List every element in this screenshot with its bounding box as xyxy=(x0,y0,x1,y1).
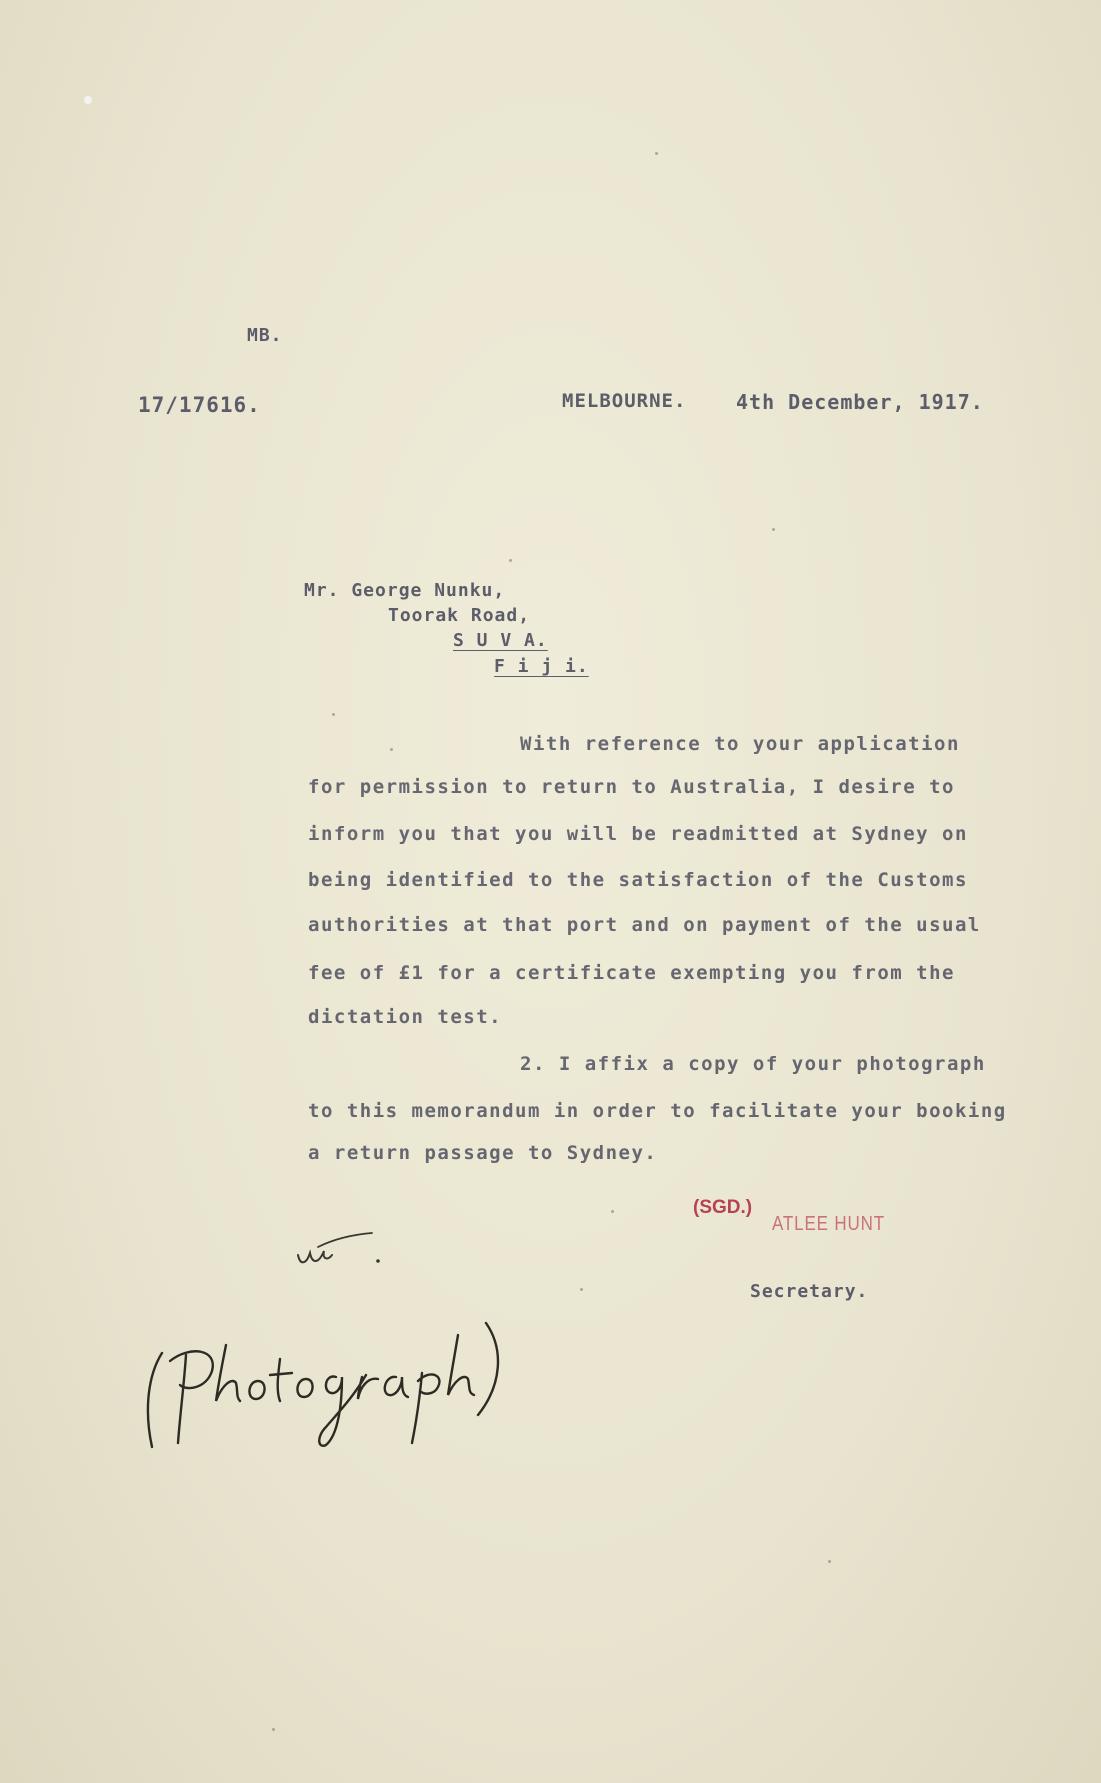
signatory-name: ATLEE HUNT xyxy=(772,1213,886,1235)
place: MELBOURNE. xyxy=(562,390,687,412)
body-line: inform you that you will be readmitted at Sydney on xyxy=(308,823,968,845)
body-line: to this memorandum in order to facilitate your booking xyxy=(308,1100,1007,1122)
paper-speck xyxy=(509,559,512,562)
body-line: a return passage to Sydney. xyxy=(308,1142,658,1164)
paper-speck xyxy=(272,1728,275,1731)
initials-mb: MB. xyxy=(247,325,283,346)
paper-speck xyxy=(611,1210,614,1213)
body-line: authorities at that port and on payment of the usual xyxy=(308,914,981,936)
date: 4th December, 1917. xyxy=(736,390,984,414)
paper-speck xyxy=(390,748,393,751)
address-street: Toorak Road, xyxy=(388,605,531,626)
body-line: fee of £1 for a certificate exempting you from the xyxy=(308,962,955,984)
initials-scribble-icon xyxy=(290,1225,400,1275)
body-line: being identified to the satisfaction of the Customs xyxy=(308,869,968,891)
photograph-note-scribble-icon xyxy=(140,1315,510,1455)
paper-speck xyxy=(828,1560,831,1563)
paper-speck xyxy=(772,528,775,531)
handwritten-initials xyxy=(290,1225,400,1275)
signatory-title: Secretary. xyxy=(750,1281,869,1302)
address-city: S U V A. xyxy=(453,630,548,651)
address-country: F i j i. xyxy=(494,656,589,677)
body-line: for permission to return to Australia, I desire to xyxy=(308,776,955,798)
paper-speck xyxy=(332,713,335,716)
paper-speck xyxy=(655,152,658,155)
body-line: With reference to your application xyxy=(520,733,960,755)
file-number: 17/17616. xyxy=(138,393,261,417)
paper-speck xyxy=(84,96,92,104)
handwritten-photograph-note xyxy=(140,1315,510,1455)
address-name: Mr. George Nunku, xyxy=(304,580,506,601)
body-line: 2. I affix a copy of your photograph xyxy=(520,1053,986,1075)
paper-speck xyxy=(580,1288,583,1291)
body-line: dictation test. xyxy=(308,1006,503,1028)
sgd-label: (SGD.) xyxy=(693,1197,753,1218)
